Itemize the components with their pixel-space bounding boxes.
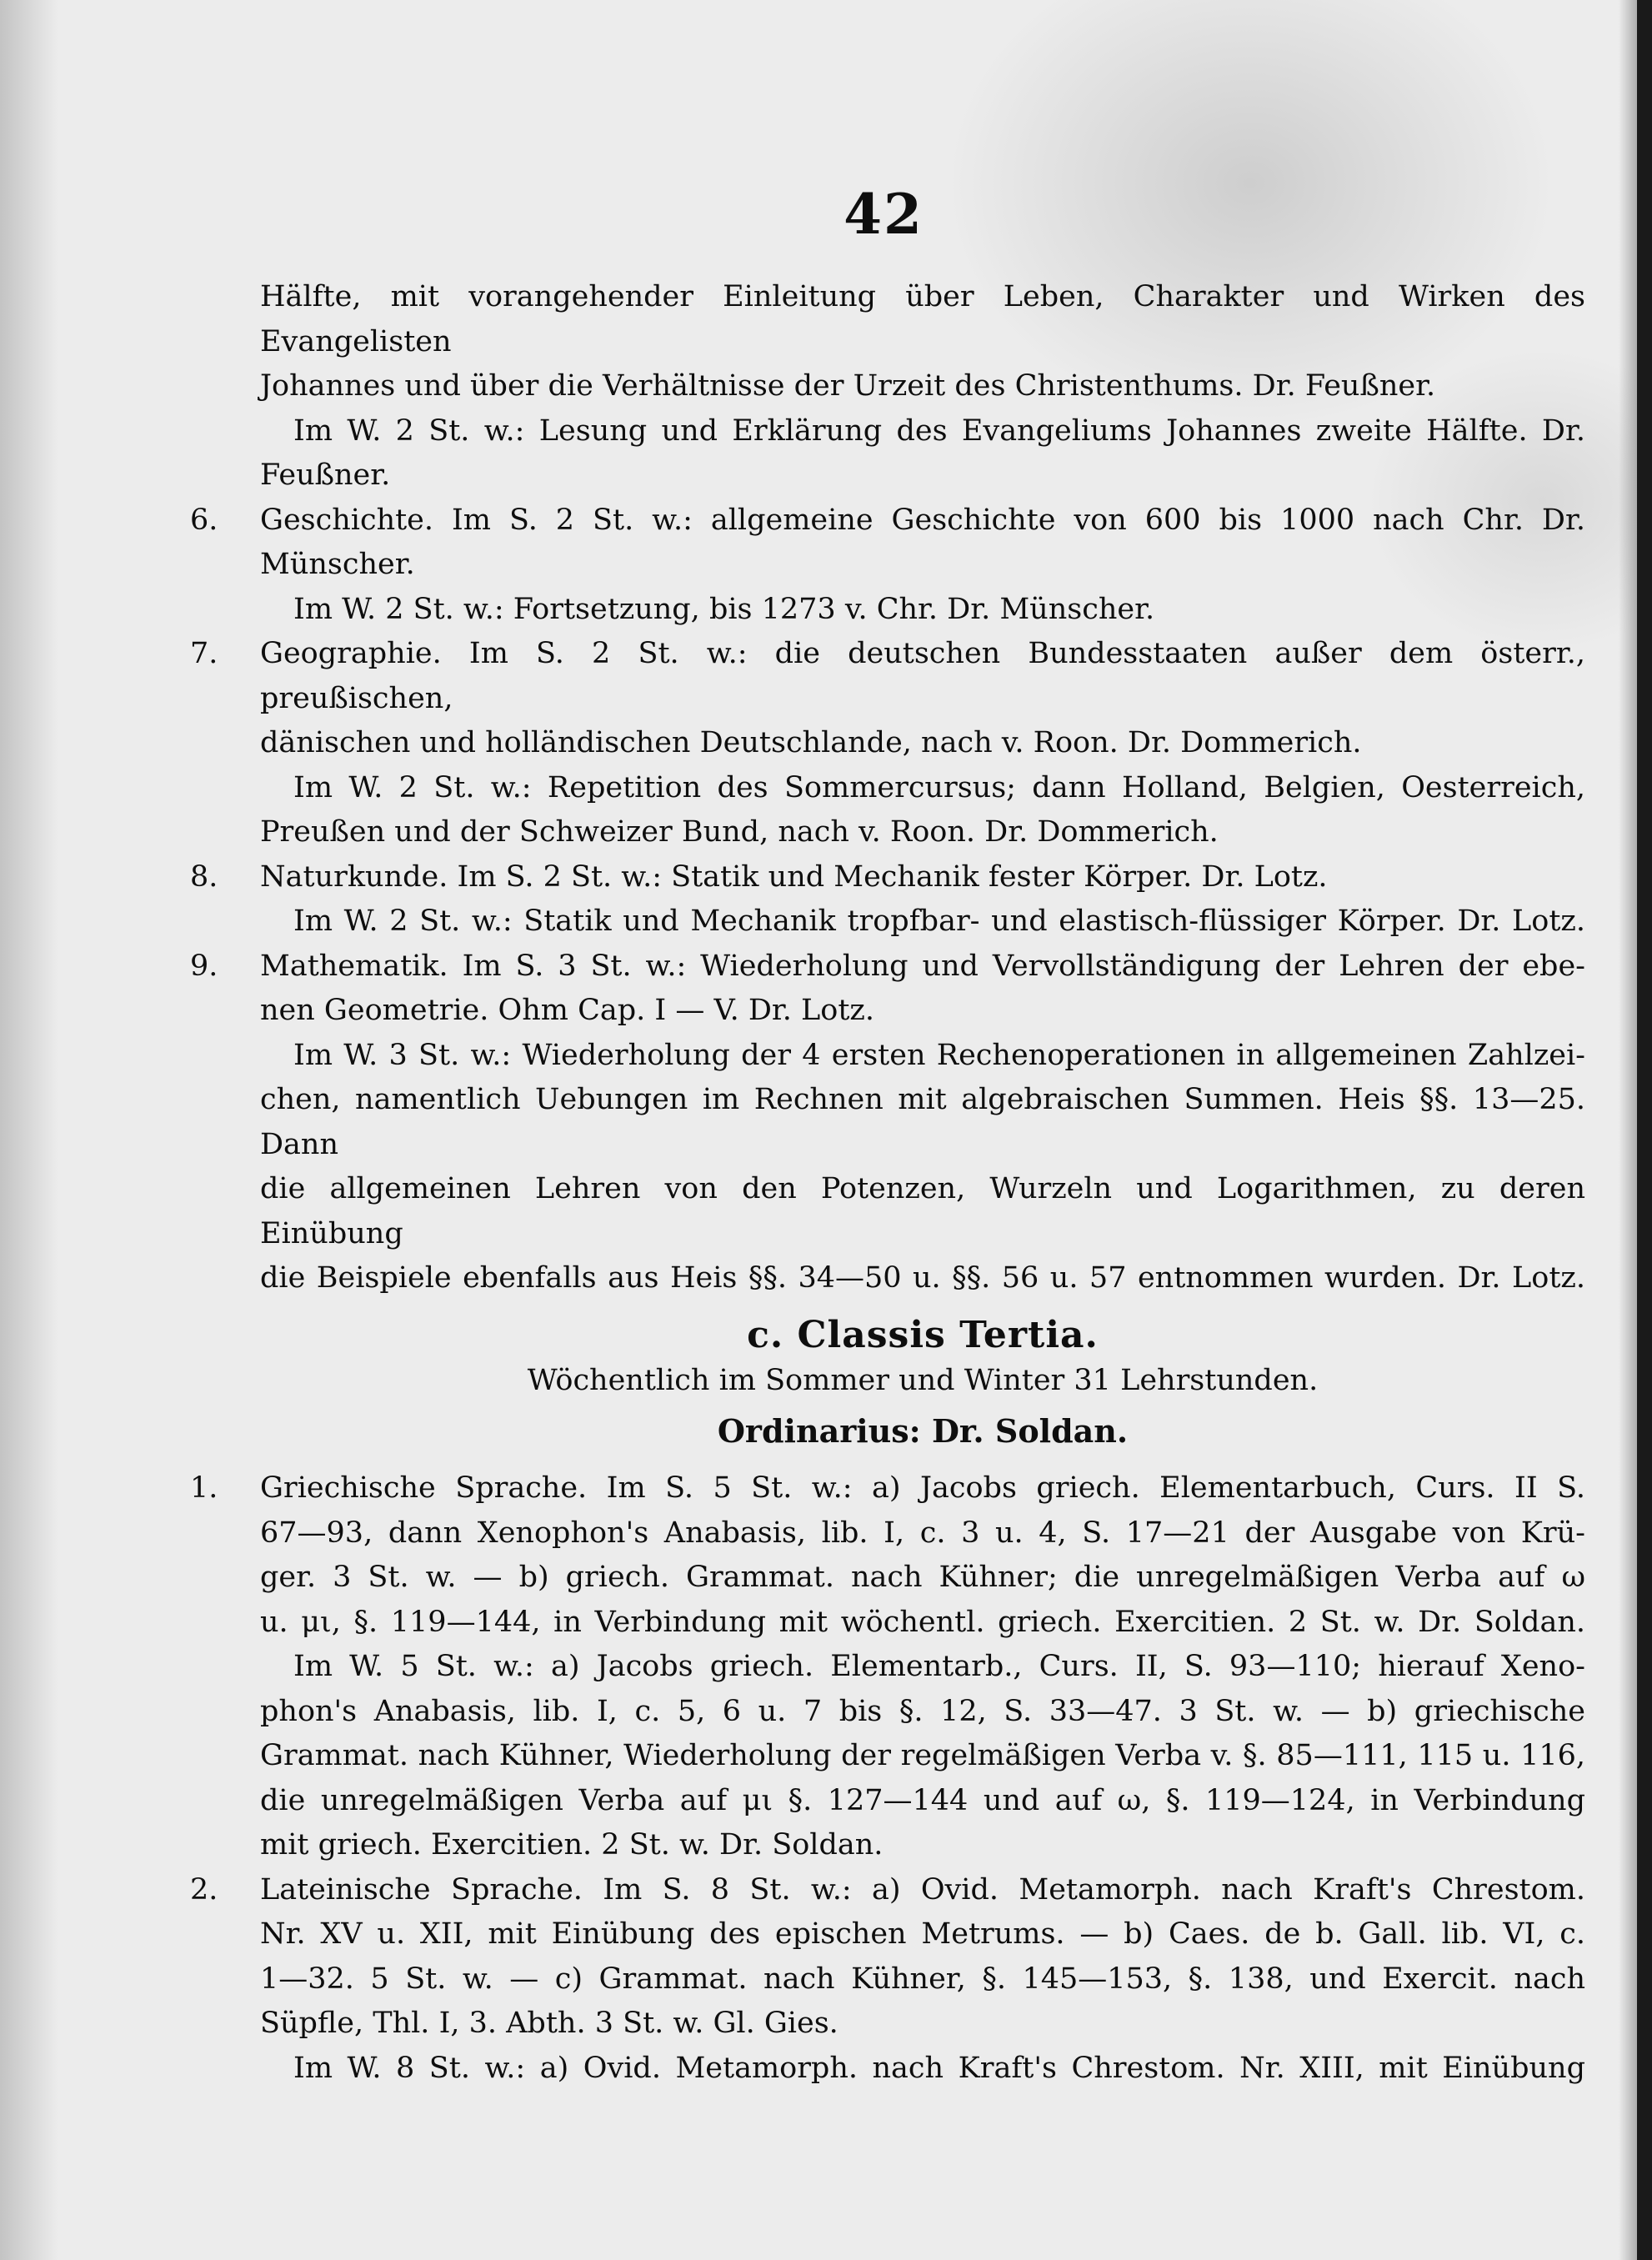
line-text: Johannes und über die Verhältnisse der Urzeit des Christenthums. Dr. Feußner. bbox=[260, 369, 1436, 403]
line-text: Im W. 8 St. w.: a) Ovid. Metamorph. nach Kraft's Chrestom. Nr. XIII, mit Einübung bbox=[293, 2051, 1585, 2085]
text-line bbox=[260, 1167, 1585, 1256]
line-text: Geschichte. Im S. 2 St. w.: allgemeine Geschichte von 600 bis 1000 nach Chr. Dr. bbox=[260, 503, 1585, 537]
line-text: Griechische Sprache. Im S. 5 St. w.: a) Jacobs griech. Elementarbuch, Curs. II S. bbox=[260, 1471, 1585, 1505]
line-text: die unregelmäßigen Verba auf μι §. 127—144 und auf ω, §. 119—124, in Verbindung bbox=[260, 1783, 1585, 1817]
text-line bbox=[190, 1868, 1585, 1913]
section-heading: c. Classis Tertia. bbox=[747, 1313, 1099, 1356]
text-block-tertia bbox=[190, 1466, 1585, 2091]
item-number: 1. bbox=[190, 1471, 218, 1505]
line-text: Im W. 2 St. w.: Fortsetzung, bis 1273 v. Chr. Dr. Münscher. bbox=[293, 592, 1155, 626]
line-text: Grammat. nach Kühner, Wiederholung der regelmäßigen Verba v. §. 85—111, 115 u. 116, bbox=[260, 1739, 1585, 1772]
text-line bbox=[260, 275, 1585, 364]
line-text: 67—93, dann Xenophon's Anabasis, lib. I, c. 3 u. 4, S. 17—21 der Ausgabe von Krü- bbox=[260, 1516, 1585, 1550]
line-text: Hälfte, mit vorangehender Einleitung über Leben, Charakter und Wirken des Evangelisten bbox=[260, 280, 1585, 358]
line-text: Preußen und der Schweizer Bund, nach v. Roon. Dr. Dommerich. bbox=[260, 815, 1219, 849]
line-text: Im W. 3 St. w.: Wiederholung der 4 ersten Rechenoperationen in allgemeinen Zahlzei- bbox=[293, 1038, 1585, 1072]
text-line bbox=[190, 499, 1585, 544]
line-text: Im W. 2 St. w.: Lesung und Erklärung des Evangeliums Johannes zweite Hälfte. Dr. bbox=[293, 413, 1585, 448]
page-edge-shadow bbox=[1637, 0, 1652, 2260]
line-text: chen, namentlich Uebungen im Rechnen mit algebraischen Summen. Heis §§. 13—25. Dann bbox=[260, 1083, 1585, 1161]
line-text: Nr. XV u. XII, mit Einübung des epischen Metrums. — b) Caes. de b. Gall. lib. VI, c. bbox=[260, 1917, 1585, 1951]
text-line bbox=[260, 1690, 1585, 1735]
text-line bbox=[260, 454, 1585, 499]
line-text: mit griech. Exercitien. 2 St. w. Dr. Soldan. bbox=[260, 1828, 884, 1862]
ordinarius-line: Ordinarius: Dr. Soldan. bbox=[717, 1411, 1129, 1450]
line-text: Feußner. bbox=[260, 459, 391, 492]
line-text: Geographie. Im S. 2 St. w.: die deutschen Bundesstaaten außer dem österr., preußischen, bbox=[260, 637, 1585, 715]
text-line bbox=[260, 1034, 1585, 1079]
text-line bbox=[260, 2047, 1585, 2092]
line-text: Münscher. bbox=[260, 548, 415, 581]
item-number: 9. bbox=[190, 949, 218, 983]
line-text: Im W. 2 St. w.: Statik und Mechanik tropfbar- und elastisch-flüssiger Körper. Dr. Lotz. bbox=[293, 905, 1585, 938]
text-line bbox=[260, 364, 1585, 409]
text-line bbox=[260, 1912, 1585, 1957]
text-line bbox=[190, 855, 1585, 900]
line-text: Im W. 2 St. w.: Repetition des Sommercursus; dann Holland, Belgien, Oesterreich, bbox=[293, 770, 1585, 804]
line-text: die Beispiele ebenfalls aus Heis §§. 34—50 u. §§. 56 u. 57 entnommen wurden. Dr. Lotz. bbox=[260, 1261, 1585, 1295]
text-line bbox=[260, 1556, 1585, 1601]
section-subheading: Wöchentlich im Sommer und Winter 31 Lehrstunden. bbox=[527, 1364, 1319, 1397]
page-number: 42 bbox=[844, 182, 924, 247]
line-text: dänischen und holländischen Deutschlande, nach v. Roon. Dr. Dommerich. bbox=[260, 726, 1362, 759]
line-text: Mathematik. Im S. 3 St. w.: Wiederholung und Vervollständigung der Lehren der ebe- bbox=[260, 949, 1585, 983]
text-line bbox=[260, 409, 1585, 454]
line-text: Naturkunde. Im S. 2 St. w.: Statik und Mechanik fester Körper. Dr. Lotz. bbox=[260, 859, 1328, 894]
text-line bbox=[190, 945, 1585, 990]
text-block-continuation bbox=[190, 275, 1585, 1301]
text-line bbox=[260, 1779, 1585, 1824]
text-line bbox=[260, 1078, 1585, 1167]
page-body bbox=[190, 275, 1585, 2091]
text-line bbox=[260, 721, 1585, 766]
item-number: 6. bbox=[190, 503, 218, 537]
text-line bbox=[260, 543, 1585, 588]
line-text: ger. 3 St. w. — b) griech. Grammat. nach Kühner; die unregelmäßigen Verba auf ω bbox=[260, 1561, 1585, 1594]
text-line bbox=[190, 632, 1585, 721]
line-text: die allgemeinen Lehren von den Potenzen, Wurzeln und Logarithmen, zu deren Einübung bbox=[260, 1172, 1585, 1250]
text-line bbox=[260, 1823, 1585, 1868]
line-text: u. μι, §. 119—144, in Verbindung mit wöchentl. griech. Exercitien. 2 St. w. Dr. Soldan. bbox=[260, 1605, 1585, 1639]
item-number: 7. bbox=[190, 637, 218, 670]
line-text: Lateinische Sprache. Im S. 8 St. w.: a) Ovid. Metamorph. nach Kraft's Chrestom. bbox=[260, 1872, 1585, 1907]
text-line bbox=[260, 1645, 1585, 1690]
text-line bbox=[260, 2002, 1585, 2047]
text-line bbox=[190, 1466, 1585, 1511]
text-line bbox=[260, 1601, 1585, 1646]
text-line bbox=[260, 1734, 1585, 1779]
text-line bbox=[260, 989, 1585, 1034]
text-line bbox=[260, 1511, 1585, 1556]
text-line bbox=[260, 1256, 1585, 1301]
line-text: phon's Anabasis, lib. I, c. 5, 6 u. 7 bis §. 12, S. 33—47. 3 St. w. — b) griechische bbox=[260, 1694, 1585, 1728]
line-text: nen Geometrie. Ohm Cap. I — V. Dr. Lotz. bbox=[260, 994, 874, 1027]
text-line bbox=[260, 810, 1585, 855]
item-number: 2. bbox=[190, 1872, 218, 1907]
text-line bbox=[260, 766, 1585, 811]
line-text: Süpfle, Thl. I, 3. Abth. 3 St. w. Gl. Gies. bbox=[260, 2007, 839, 2040]
text-line bbox=[260, 1957, 1585, 2002]
item-number: 8. bbox=[190, 859, 218, 894]
line-text: 1—32. 5 St. w. — c) Grammat. nach Kühner, §. 145—153, §. 138, und Exercit. nach bbox=[260, 1962, 1585, 1996]
text-line bbox=[260, 899, 1585, 945]
text-line bbox=[260, 588, 1585, 633]
line-text: Im W. 5 St. w.: a) Jacobs griech. Elementarb., Curs. II, S. 93—110; hierauf Xeno- bbox=[293, 1650, 1585, 1683]
